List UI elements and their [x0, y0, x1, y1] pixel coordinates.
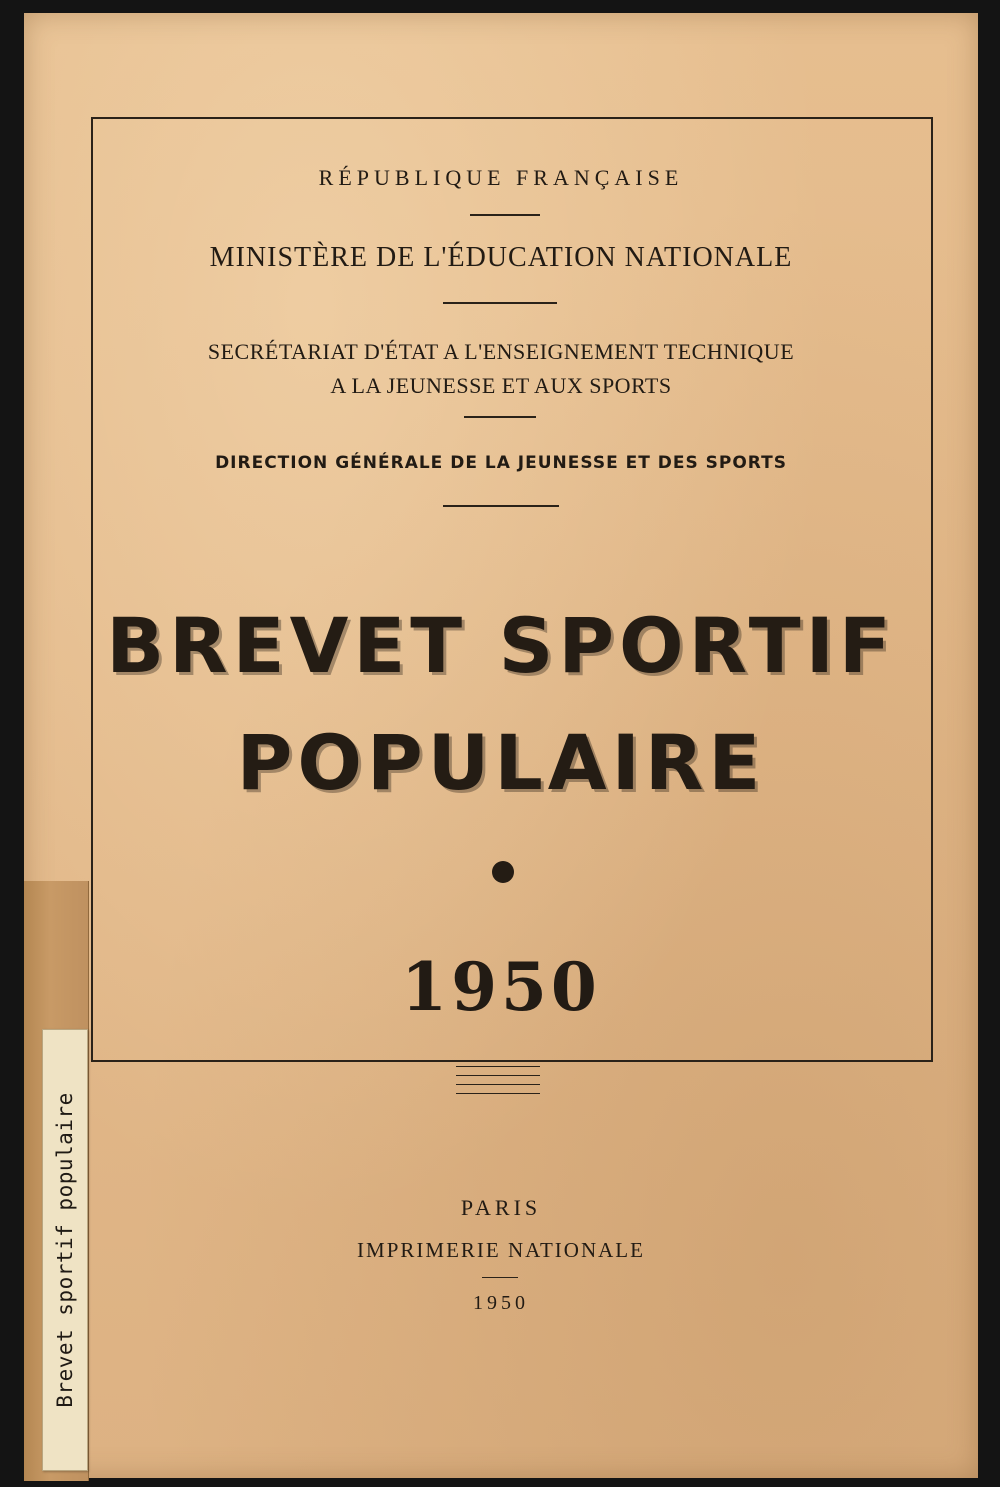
spine-label-text: Brevet sportif populaire [53, 1092, 77, 1408]
secretariat-line-2: A LA JEUNESSE ET AUX SPORTS [330, 373, 672, 398]
divider-rule [470, 214, 540, 216]
divider-rule [443, 505, 559, 507]
ornament-rule [456, 1075, 540, 1076]
divider-rule [482, 1277, 518, 1278]
ornament-rule [456, 1084, 540, 1085]
divider-rule [443, 302, 557, 304]
title-line-2: POPULAIRE [236, 718, 766, 807]
title-line-1: BREVET SPORTIF [106, 601, 896, 690]
ornament-rule [456, 1093, 540, 1094]
direction-heading: DIRECTION GÉNÉRALE DE LA JEUNESSE ET DES SPORTS [215, 453, 787, 473]
booklet-cover [24, 13, 978, 1478]
imprint-city: PARIS [460, 1195, 542, 1220]
secretariat-line-1: SECRÉTARIAT D'ÉTAT A L'ENSEIGNEMENT TECHNIQUE [207, 339, 795, 364]
cover-year: 1950 [401, 948, 601, 1026]
ministere-heading: MINISTÈRE DE L'ÉDUCATION NATIONALE [209, 242, 793, 273]
imprint-publisher: IMPRIMERIE NATIONALE [357, 1238, 645, 1262]
divider-rule [464, 416, 536, 418]
ornament-rule [456, 1066, 540, 1067]
bullet-dot [492, 861, 514, 883]
republique-heading: RÉPUBLIQUE FRANÇAISE [318, 165, 684, 190]
imprint-year: 1950 [473, 1292, 529, 1314]
secretariat-heading [24, 335, 978, 403]
